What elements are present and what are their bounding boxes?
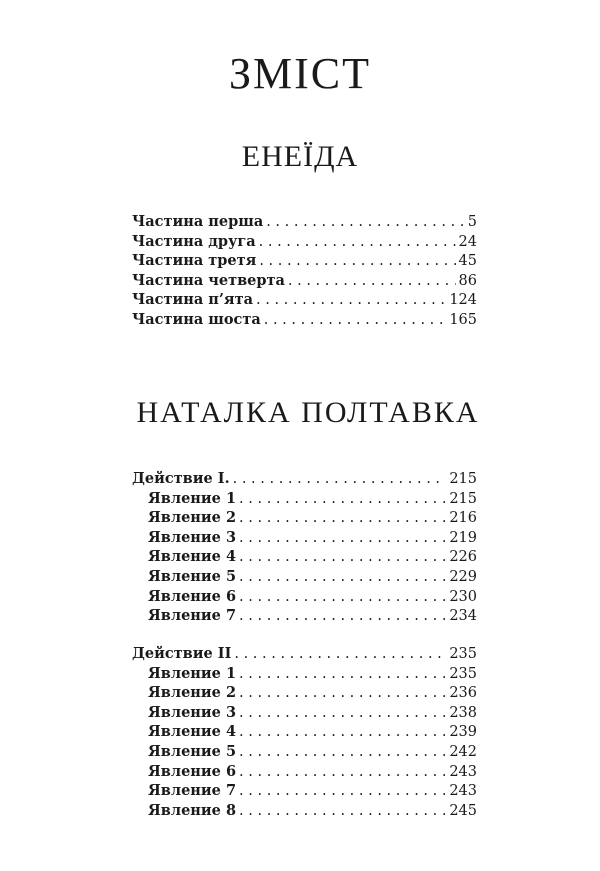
toc-scene-entry	[132, 781, 477, 801]
entry-page-number: 86	[458, 272, 477, 289]
entry-page-number: 239	[449, 724, 477, 741]
dot-leader	[259, 233, 456, 253]
toc-scene-entry	[132, 703, 477, 723]
toc-entry	[132, 251, 477, 271]
entry-label: Явление 8	[148, 801, 237, 819]
toc-scene-entry	[132, 742, 477, 762]
section-heading-eneida: ЕНЕЇДА	[241, 140, 359, 173]
entry-page-number: 236	[449, 685, 477, 702]
entry-page-number: 165	[449, 311, 477, 328]
dot-leader	[234, 645, 446, 665]
dot-leader	[239, 743, 446, 763]
toc-scene-entry	[132, 722, 477, 742]
entry-label: Явление 2	[148, 509, 237, 527]
dot-leader	[256, 291, 446, 311]
entry-label: Явление 7	[148, 782, 237, 800]
entry-page-number: 242	[449, 743, 477, 760]
entry-label: Явление 1	[148, 664, 237, 682]
entry-page-number: 215	[449, 471, 477, 487]
dot-leader	[233, 470, 447, 490]
entry-label: Явление 3	[148, 703, 237, 721]
dot-leader	[266, 213, 465, 233]
toc-scene-entry	[132, 683, 477, 703]
toc-list-eneida	[132, 212, 477, 330]
entry-label: Частина третя	[132, 252, 257, 270]
entry-page-number: 215	[449, 490, 477, 507]
dot-leader	[239, 723, 446, 743]
entry-page-number: 245	[449, 802, 477, 819]
entry-label: Действие I.	[132, 470, 230, 487]
entry-page-number: 235	[449, 646, 477, 662]
toc-scene-entry	[132, 547, 477, 567]
entry-label: Явление 5	[148, 567, 237, 585]
toc-scene-entry	[132, 567, 477, 587]
entry-label: Действие II	[132, 645, 232, 662]
dot-leader	[264, 311, 447, 331]
dot-leader	[288, 272, 456, 292]
page-title: ЗМІСТ	[228, 49, 372, 98]
dot-leader	[239, 665, 446, 685]
entry-label: Явление 3	[148, 528, 237, 546]
entry-label: Явление 2	[148, 684, 237, 702]
entry-label: Явление 5	[148, 742, 237, 760]
dot-leader	[239, 548, 446, 568]
toc-scene-entry	[132, 528, 477, 548]
dot-leader	[239, 684, 446, 704]
entry-page-number: 243	[449, 783, 477, 800]
entry-label: Явление 6	[148, 762, 237, 780]
dot-leader	[239, 763, 446, 783]
toc-scene-entry	[132, 762, 477, 782]
dot-leader	[239, 509, 446, 529]
toc-scene-entry	[132, 587, 477, 607]
entry-label: Явление 1	[148, 489, 237, 507]
dot-leader	[239, 588, 446, 608]
entry-page-number: 226	[449, 549, 477, 566]
entry-page-number: 235	[449, 665, 477, 682]
toc-scene-entry	[132, 606, 477, 626]
toc-entry	[132, 212, 477, 232]
entry-page-number: 216	[449, 510, 477, 527]
dot-leader	[259, 252, 455, 272]
toc-entry	[132, 271, 477, 291]
entry-label: Явление 4	[148, 548, 237, 566]
entry-page-number: 219	[449, 529, 477, 546]
toc-entry	[132, 469, 477, 489]
entry-label: Частина п’ята	[132, 291, 254, 309]
toc-entry	[132, 644, 477, 664]
entry-page-number: 229	[449, 568, 477, 585]
entry-label: Частина перша	[132, 213, 264, 230]
toc-list-act-2	[132, 644, 477, 820]
dot-leader	[239, 782, 446, 802]
entry-label: Частина четверта	[132, 271, 285, 289]
entry-label: Явление 4	[148, 723, 237, 741]
entry-page-number: 45	[458, 253, 477, 270]
entry-label: Явление 6	[148, 587, 237, 605]
entry-page-number: 5	[467, 214, 477, 230]
toc-entry	[132, 290, 477, 310]
entry-page-number: 124	[449, 292, 477, 309]
toc-list-act-1	[132, 469, 477, 626]
toc-entry	[132, 232, 477, 252]
entry-page-number: 238	[449, 704, 477, 721]
section-heading-natalka-poltavka: НАТАЛКА ПОЛТАВКА	[136, 396, 480, 429]
dot-leader	[239, 704, 446, 724]
entry-page-number: 234	[449, 608, 477, 625]
dot-leader	[239, 529, 446, 549]
dot-leader	[239, 490, 446, 510]
dot-leader	[239, 802, 446, 822]
entry-page-number: 230	[449, 588, 477, 605]
entry-page-number: 243	[449, 763, 477, 780]
toc-scene-entry	[132, 664, 477, 684]
dot-leader	[239, 607, 446, 627]
toc-scene-entry	[132, 801, 477, 821]
toc-scene-entry	[132, 508, 477, 528]
toc-scene-entry	[132, 489, 477, 509]
dot-leader	[239, 568, 446, 588]
entry-label: Частина шоста	[132, 310, 261, 328]
entry-label: Явление 7	[148, 607, 237, 625]
entry-label: Частина друга	[132, 232, 256, 250]
toc-entry	[132, 310, 477, 330]
entry-page-number: 24	[458, 233, 477, 250]
